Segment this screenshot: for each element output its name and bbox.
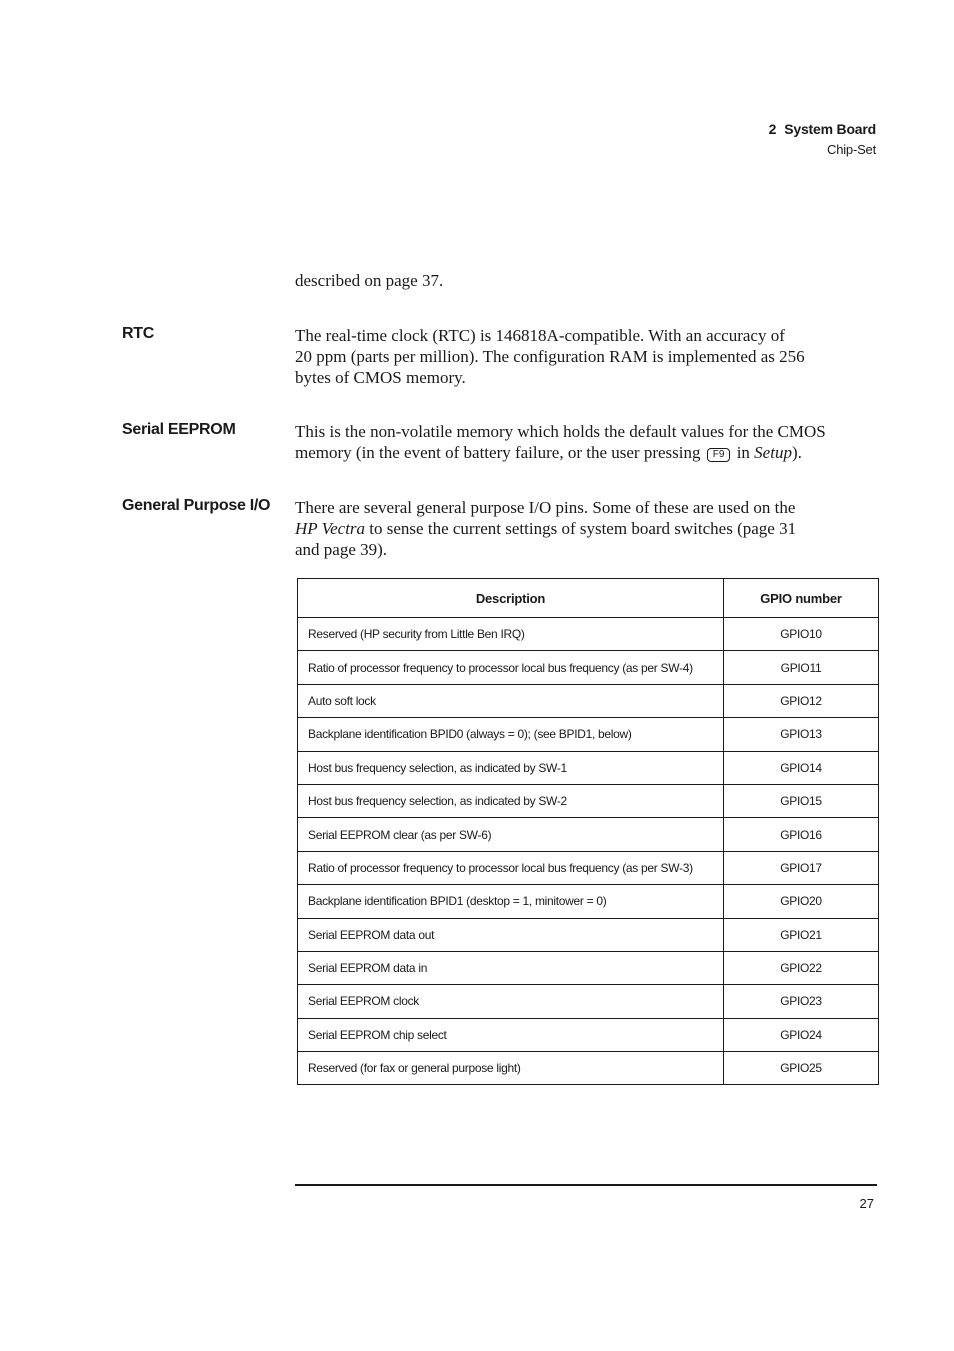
table-row <box>298 1018 879 1051</box>
chapter-number: 2 <box>768 121 777 137</box>
row-gpio-number: GPIO13 <box>724 718 879 751</box>
row-description: Host bus frequency selection, as indicated by SW-1 <box>298 751 724 784</box>
gpio-heading: General Purpose I/O <box>122 497 271 514</box>
row-gpio-number: GPIO11 <box>724 651 879 684</box>
table-row <box>298 985 879 1018</box>
row-gpio-number: GPIO23 <box>724 985 879 1018</box>
table-row <box>298 951 879 984</box>
rtc-line-3: bytes of CMOS memory. <box>295 368 466 387</box>
gpio-line-2-text: to sense the current settings of system board switches (page 31 <box>369 519 797 538</box>
row-gpio-number: GPIO25 <box>724 1052 879 1085</box>
table-header-row <box>298 579 879 618</box>
row-description: Reserved (for fax or general purpose light) <box>298 1052 724 1085</box>
row-description: Serial EEPROM data out <box>298 918 724 951</box>
f9-key-icon: F9 <box>707 448 731 462</box>
row-gpio-number: GPIO10 <box>724 618 879 651</box>
chapter-title: System Board <box>784 121 876 137</box>
eeprom-line-2 <box>295 442 880 463</box>
table-row <box>298 718 879 751</box>
gpio-table <box>297 578 879 1085</box>
footer-rule <box>295 1184 877 1186</box>
column-header-description: Description <box>298 579 724 618</box>
gpio-line-1: There are several general purpose I/O pins. Some of these are used on the <box>295 498 796 517</box>
row-gpio-number: GPIO22 <box>724 951 879 984</box>
serial-eeprom-heading: Serial EEPROM <box>122 421 236 438</box>
table-row <box>298 784 879 817</box>
table-row <box>298 618 879 651</box>
table-row <box>298 751 879 784</box>
table-row <box>298 818 879 851</box>
continuation-text: described on page 37. <box>295 271 444 290</box>
chapter-heading <box>769 119 876 139</box>
running-head <box>769 119 876 161</box>
row-description: Host bus frequency selection, as indicated by SW-2 <box>298 784 724 817</box>
row-description: Serial EEPROM clear (as per SW-6) <box>298 818 724 851</box>
row-gpio-number: GPIO20 <box>724 885 879 918</box>
table-row <box>298 1052 879 1085</box>
row-gpio-number: GPIO15 <box>724 784 879 817</box>
gpio-line-3: and page 39). <box>295 540 388 559</box>
row-gpio-number: GPIO16 <box>724 818 879 851</box>
row-description: Backplane identification BPID0 (always = 0); (see BPID1, below) <box>298 718 724 751</box>
row-gpio-number: GPIO17 <box>724 851 879 884</box>
product-name: HP Vectra <box>295 519 366 538</box>
rtc-line-1: The real-time clock (RTC) is 146818A-compatible. With an accuracy of <box>295 326 785 345</box>
table-row <box>298 918 879 951</box>
row-description: Auto soft lock <box>298 684 724 717</box>
row-description: Reserved (HP security from Little Ben IRQ) <box>298 618 724 651</box>
row-description: Serial EEPROM chip select <box>298 1018 724 1051</box>
rtc-paragraph <box>295 325 880 388</box>
row-description: Ratio of processor frequency to processor local bus frequency (as per SW-3) <box>298 851 724 884</box>
eeprom-line-1: This is the non-volatile memory which holds the default values for the CMOS <box>295 422 826 441</box>
section-title: Chip-Set <box>827 142 876 157</box>
gpio-paragraph <box>295 497 880 560</box>
rtc-line-2: 20 ppm (parts per million). The configuration RAM is implemented as 256 <box>295 347 805 366</box>
column-header-gpio-number: GPIO number <box>724 579 879 618</box>
eeprom-in-text: in <box>736 443 750 462</box>
table-row <box>298 851 879 884</box>
row-description: Backplane identification BPID1 (desktop = 1, minitower = 0) <box>298 885 724 918</box>
table-row <box>298 885 879 918</box>
row-description: Serial EEPROM data in <box>298 951 724 984</box>
serial-eeprom-paragraph <box>295 421 880 463</box>
row-gpio-number: GPIO12 <box>724 684 879 717</box>
page-number: 27 <box>859 1196 874 1211</box>
gpio-line-2 <box>295 518 880 539</box>
row-gpio-number: GPIO24 <box>724 1018 879 1051</box>
row-gpio-number: GPIO14 <box>724 751 879 784</box>
row-description: Ratio of processor frequency to processor local bus frequency (as per SW-4) <box>298 651 724 684</box>
row-gpio-number: GPIO21 <box>724 918 879 951</box>
eeprom-line-2-text: memory (in the event of battery failure, or the user pressing <box>295 443 701 462</box>
row-description: Serial EEPROM clock <box>298 985 724 1018</box>
table-row <box>298 684 879 717</box>
rtc-heading: RTC <box>122 325 154 342</box>
eeprom-line-2-end: ). <box>791 443 802 462</box>
table-row <box>298 651 879 684</box>
setup-term: Setup <box>754 443 792 462</box>
